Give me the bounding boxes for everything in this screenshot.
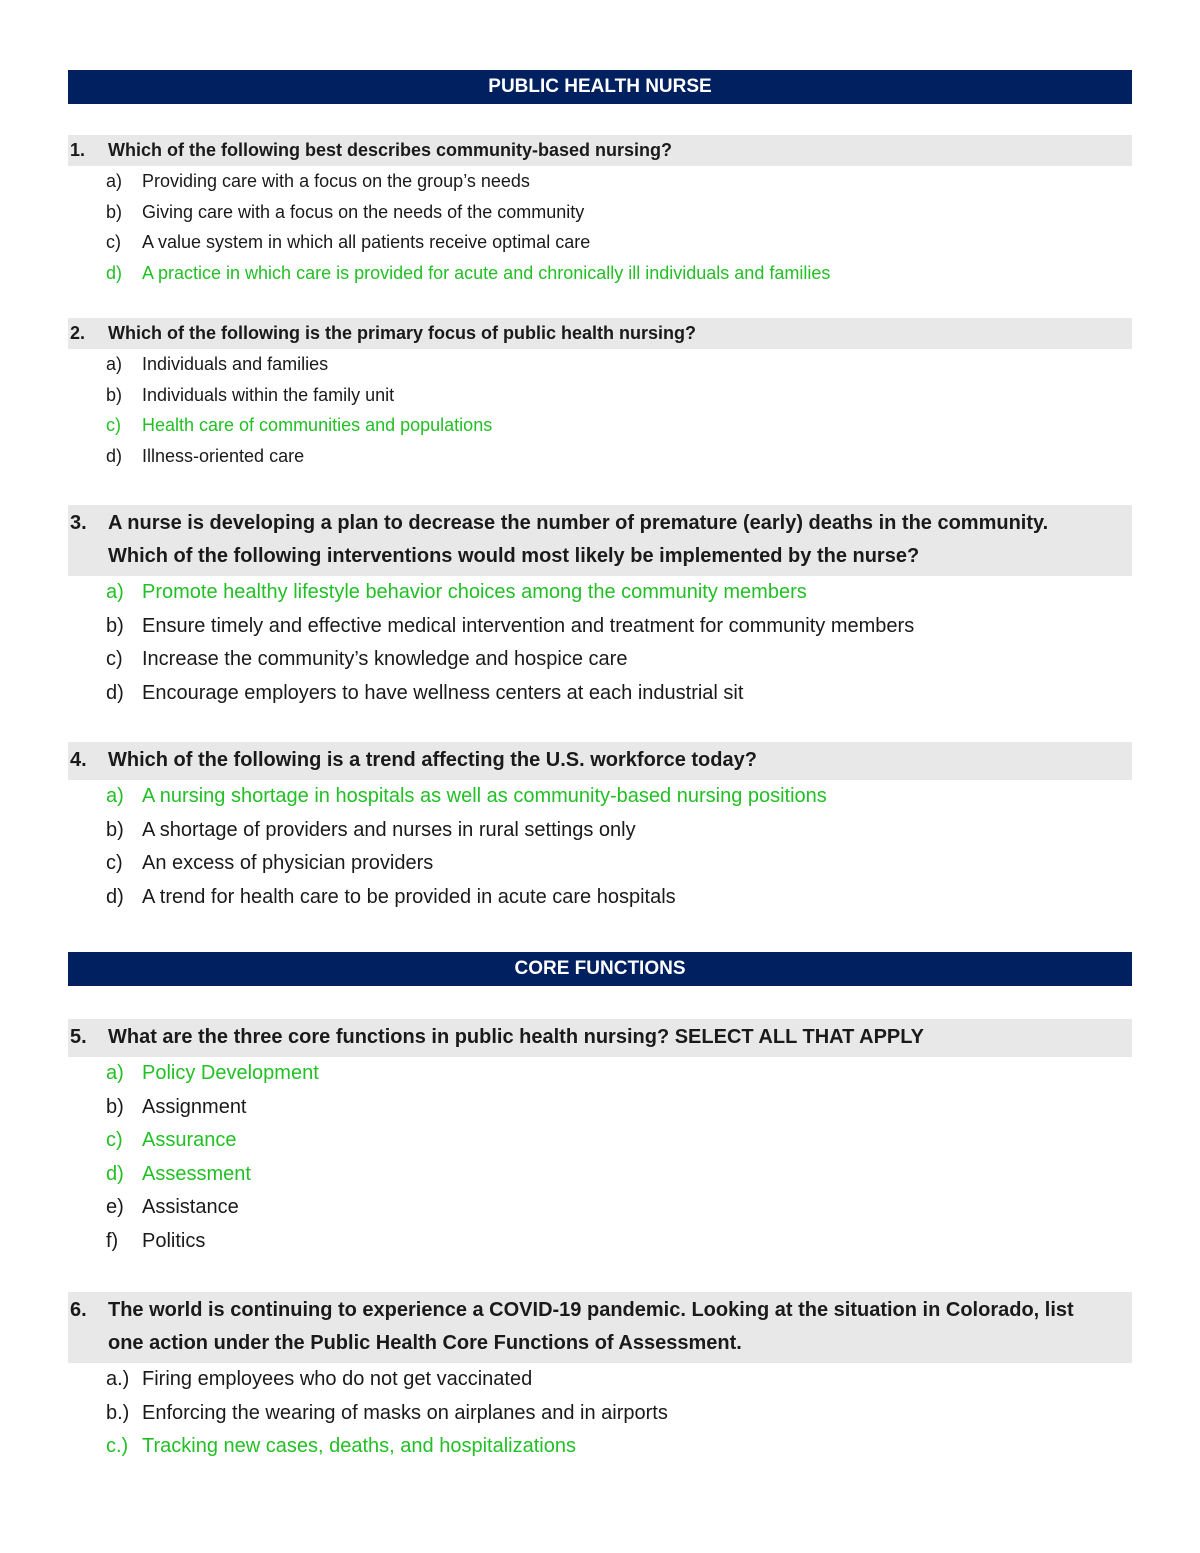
option-text: A shortage of providers and nurses in rural settings only: [142, 818, 636, 841]
question-number: 5.: [70, 1026, 87, 1048]
answer-option-correct: [68, 1430, 1132, 1464]
answer-options: [68, 576, 1132, 710]
option-letter: a): [106, 1062, 124, 1084]
option-text: Individuals within the family unit: [142, 384, 395, 405]
option-text: Assurance: [142, 1129, 237, 1151]
answer-option: [68, 380, 1132, 411]
option-text: Health care of communities and populations: [142, 415, 493, 435]
section-header-public-health-nurse: PUBLIC HEALTH NURSE: [68, 70, 1132, 104]
answer-option: [68, 881, 1132, 915]
answer-option: [68, 1397, 1132, 1431]
option-letter: a): [106, 171, 123, 191]
question-text: The world is continuing to experience a COVID-19 pandemic. Looking at the situation in Colorado, list one action under the Public Health Core Functions of Assessment.: [108, 1299, 1074, 1354]
answer-option: [68, 166, 1132, 197]
option-letter: a): [106, 581, 124, 603]
section-header-core-functions: CORE FUNCTIONS: [68, 952, 1132, 986]
option-text: Promote healthy lifestyle behavior choices among the community members: [142, 581, 807, 603]
answer-options: [68, 349, 1132, 471]
question-number: 3.: [70, 512, 87, 534]
option-letter: b): [106, 818, 124, 841]
option-text: A nursing shortage in hospitals as well as community-based nursing positions: [142, 785, 827, 807]
option-text: Policy Development: [142, 1062, 319, 1084]
option-letter: a.): [106, 1368, 130, 1390]
option-letter: b): [106, 1095, 124, 1118]
option-text: Enforcing the wearing of masks on airplanes and in airports: [142, 1401, 668, 1424]
option-letter: c): [106, 415, 121, 435]
question-block: [68, 742, 1132, 914]
question-number: 4.: [70, 749, 87, 771]
question-text: Which of the following best describes community-based nursing?: [108, 140, 673, 160]
option-letter: d): [106, 1162, 124, 1185]
option-letter: c): [106, 648, 123, 670]
question-prompt: [68, 1019, 1132, 1057]
option-letter: e): [106, 1196, 124, 1218]
answer-option-correct: [68, 780, 1132, 814]
question-number: 1.: [70, 140, 86, 160]
question-block: [68, 1019, 1132, 1258]
answer-option: [68, 1191, 1132, 1225]
option-letter: a): [106, 354, 123, 374]
option-text: A practice in which care is provided for acute and chronically ill individuals and families: [142, 262, 831, 283]
answer-option-correct: [68, 258, 1132, 289]
option-text: Encourage employers to have wellness centers at each industrial sit: [142, 681, 744, 704]
question-prompt: [68, 742, 1132, 780]
answer-options: [68, 166, 1132, 288]
question-text: What are the three core functions in public health nursing? SELECT ALL THAT APPLY: [108, 1026, 924, 1048]
option-text: Increase the community’s knowledge and hospice care: [142, 648, 628, 670]
answer-option-correct: [68, 1057, 1132, 1091]
option-text: A value system in which all patients receive optimal care: [142, 232, 591, 252]
option-letter: d): [106, 445, 123, 466]
question-prompt: [68, 135, 1132, 166]
answer-option: [68, 643, 1132, 677]
option-text: Tracking new cases, deaths, and hospitalizations: [142, 1435, 576, 1457]
answer-option: [68, 1225, 1132, 1259]
answer-options: [68, 780, 1132, 914]
option-text: An excess of physician providers: [142, 852, 434, 874]
option-text: A trend for health care to be provided in acute care hospitals: [142, 885, 676, 908]
question-block: [68, 505, 1132, 710]
option-letter: b): [106, 614, 124, 637]
question-block: [68, 1292, 1132, 1464]
option-text: Politics: [142, 1229, 206, 1252]
answer-option: [68, 227, 1132, 258]
answer-options: [68, 1363, 1132, 1464]
option-text: Giving care with a focus on the needs of the community: [142, 201, 585, 222]
option-letter: d): [106, 262, 123, 283]
option-letter: c.): [106, 1435, 129, 1457]
option-text: Assessment: [142, 1162, 251, 1185]
option-text: Ensure timely and effective medical intervention and treatment for community members: [142, 614, 915, 637]
answer-option: [68, 610, 1132, 644]
option-letter: d): [106, 885, 124, 908]
question-number: 6.: [70, 1299, 87, 1321]
answer-option-correct: [68, 1158, 1132, 1192]
answer-option: [68, 677, 1132, 711]
question-number: 2.: [70, 323, 86, 343]
option-letter: b): [106, 201, 123, 222]
answer-option: [68, 1363, 1132, 1397]
option-text: Assignment: [142, 1095, 247, 1118]
answer-option-correct: [68, 1124, 1132, 1158]
option-text: Assistance: [142, 1196, 239, 1218]
question-prompt: [68, 318, 1132, 349]
question-text: Which of the following is a trend affecting the U.S. workforce today?: [108, 749, 757, 771]
quiz-document: [68, 70, 1132, 1464]
option-letter: f): [106, 1229, 119, 1252]
question-block: [68, 135, 1132, 288]
answer-options: [68, 1057, 1132, 1258]
option-text: Firing employees who do not get vaccinated: [142, 1368, 533, 1390]
question-text: A nurse is developing a plan to decrease the number of premature (early) deaths in the community. Which of the following interventions would most likely be implemented by the nurse?: [108, 512, 1049, 567]
option-text: Illness-oriented care: [142, 445, 305, 466]
option-letter: a): [106, 785, 124, 807]
option-letter: b.): [106, 1401, 130, 1424]
option-text: Individuals and families: [142, 354, 329, 374]
answer-option-correct: [68, 410, 1132, 441]
answer-option-correct: [68, 576, 1132, 610]
answer-option: [68, 1091, 1132, 1125]
option-letter: c): [106, 1129, 123, 1151]
answer-option: [68, 197, 1132, 228]
answer-option: [68, 814, 1132, 848]
answer-option: [68, 349, 1132, 380]
answer-option: [68, 441, 1132, 472]
option-text: Providing care with a focus on the group’s needs: [142, 171, 530, 191]
question-prompt: [68, 1292, 1132, 1363]
question-prompt: [68, 505, 1132, 576]
option-letter: d): [106, 681, 124, 704]
question-text: Which of the following is the primary focus of public health nursing?: [108, 323, 697, 343]
option-letter: b): [106, 384, 123, 405]
option-letter: c): [106, 852, 123, 874]
option-letter: c): [106, 232, 121, 252]
question-block: [68, 318, 1132, 471]
answer-option: [68, 847, 1132, 881]
